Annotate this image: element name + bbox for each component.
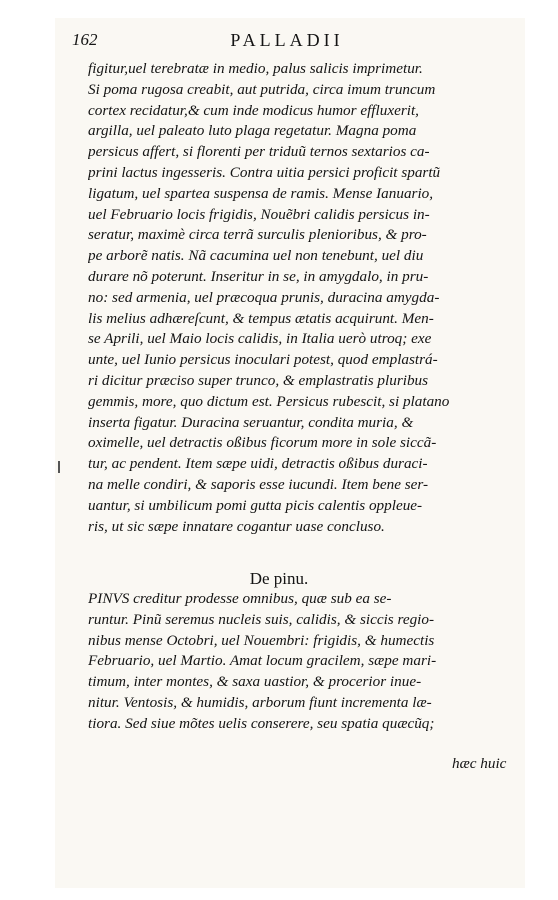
page-number: 162 <box>72 30 98 49</box>
text-line: pe arborẽ natis. Nã cacumina uel non tenebunt, uel diu <box>88 247 424 265</box>
text-line: runtur. Pinũ seremus nucleis suis, calidis, & siccis regio- <box>88 610 435 628</box>
section-heading: De pinu. <box>249 569 309 588</box>
body-text <box>88 59 510 537</box>
text-line: Februario, uel Martio. Amat locum gracilem, sæpe mari- <box>88 652 437 670</box>
text-line: unte, uel Iunio persicus inoculari potest, quod emplastrá- <box>88 351 438 369</box>
catchword: hæc huic <box>452 755 507 772</box>
text-line: uantur, si umbilicum pomi gutta picis calentis oppleue- <box>88 496 423 514</box>
text-line: lis melius adhæreſcunt, & tempus ætatis acquirunt. Men- <box>88 309 434 327</box>
text-line: cortex recidatur,& cum inde modicus humor effluxerit, <box>88 101 419 119</box>
text-line: durare nõ poterunt. Inseritur in se, in amygdalo, in pru- <box>88 267 429 285</box>
text-line: nibus mense Octobri, uel Nouembri: frigidis, & humectis <box>88 631 435 649</box>
text-line: nitur. Ventosis, & humidis, arborum fiunt incrementa læ- <box>88 693 432 711</box>
text-line: gemmis, more, quo dictum est. Persicus rubescit, si platano <box>88 392 450 410</box>
text-line: ligatum, uel spartea suspensa de ramis. Mense Ianuario, <box>88 184 434 202</box>
text-line: PINVS creditur prodesse omnibus, quæ sub ea se- <box>88 590 392 607</box>
text-line: tur, ac pendent. Item sæpe uidi, detractis oßibus duraci- <box>88 455 428 473</box>
text-line: uel Februario locis frigidis, Nouẽbri calidis persicus in- <box>88 205 430 223</box>
text-line: ri dicitur præciso super trunco, & emplastratis pluribus <box>88 371 429 389</box>
text-line: se Aprili, uel Maio locis calidis, in Italia uerò utroq; exe <box>88 330 432 348</box>
text-line: persicus affert, si florenti per triduũ ternos sextarios ca- <box>88 143 430 161</box>
text-line: argilla, uel paleato luto plaga regetatur. Magna poma <box>88 122 417 140</box>
text-line: timum, inter montes, & saxa uastior, & procerior inue- <box>88 673 422 691</box>
text-line: tiora. Sed siue mõtes uelis conserere, seu spatia quæcũq; <box>88 714 435 732</box>
text-line: prini lactus ingesseris. Contra uitia persici proficit spartũ <box>88 163 441 181</box>
pinu-section <box>88 589 510 735</box>
margin-mark <box>58 461 60 473</box>
text-line: ris, ut sic sæpe innatare cogantur uase concluso. <box>88 517 385 535</box>
text-line: na melle condiri, & saporis esse iucundi. Item bene ser- <box>88 475 429 493</box>
text-line: inserta figatur. Duracina seruantur, condita muria, & <box>88 413 414 431</box>
text-line: oximelle, uel detractis oßibus ficorum more in sole siccã- <box>88 434 437 452</box>
page-header <box>72 30 502 54</box>
running-title: PALLADII <box>230 30 344 50</box>
text-line: no: sed armenia, uel præcoqua prunis, duracina amygda- <box>88 288 440 306</box>
text-line: figitur,uel terebratæ in medio, palus salicis imprimetur. <box>88 60 423 77</box>
text-line: seratur, maximè circa terrã surculis plenioribus, & pro- <box>88 226 427 244</box>
text-line: Si poma rugosa creabit, aut putrida, circa imum truncum <box>88 80 436 98</box>
